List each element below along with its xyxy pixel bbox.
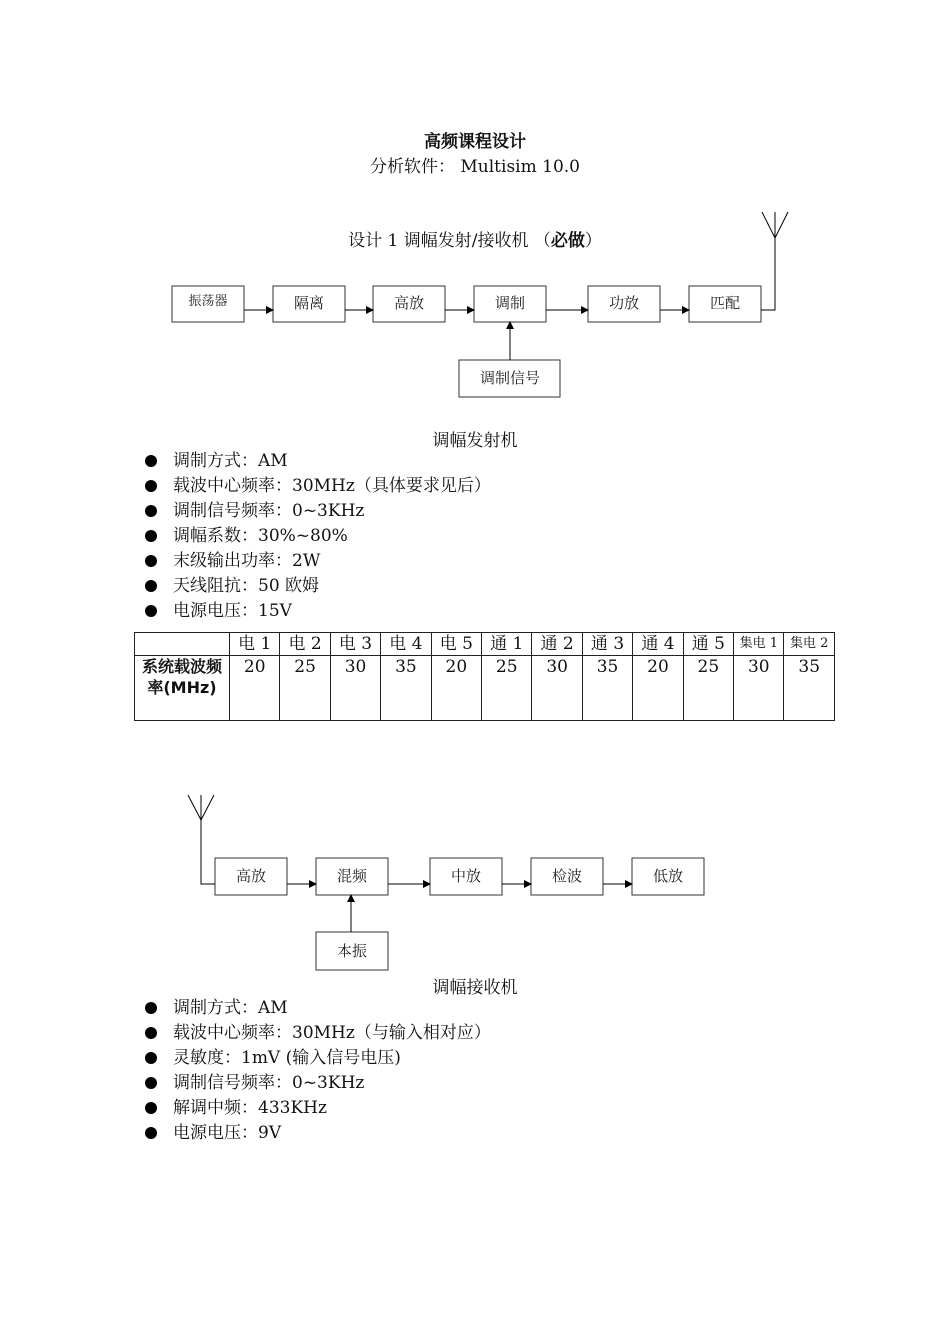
list-item: 天线阻抗：50 欧姆 (145, 574, 491, 599)
table-cell: 20 (230, 656, 280, 721)
receiver-spec-list (145, 996, 491, 1146)
table-header-cell: 通 4 (633, 633, 683, 656)
table-header-cell: 集电 1 (734, 633, 784, 656)
label-buffer: 隔离 (293, 294, 325, 312)
table-header-cell: 集电 2 (784, 633, 835, 656)
bullet-icon (145, 1102, 157, 1114)
table-header-cell: 电 2 (280, 633, 330, 656)
label-matching: 匹配 (709, 294, 741, 312)
list-item: 调制信号频率：0~3KHz (145, 499, 491, 524)
label-mod-signal: 调制信号 (479, 369, 541, 387)
receiver-caption: 调幅接收机 (432, 978, 518, 998)
label-detector: 检波 (551, 867, 583, 885)
list-item: 调制方式：AM (145, 996, 491, 1021)
table-header-cell: 通 1 (482, 633, 532, 656)
bullet-icon (145, 1052, 157, 1064)
table-header-cell: 电 4 (381, 633, 431, 656)
table-cell: 35 (784, 656, 835, 721)
bullet-icon (145, 1127, 157, 1139)
document-subtitle: 分析软件： Multisim 10.0 (369, 157, 580, 177)
label-oscillator: 振荡器 (188, 294, 228, 309)
table-header-row (135, 633, 835, 656)
bullet-icon (145, 530, 157, 542)
table-header-cell: 通 5 (683, 633, 733, 656)
list-item: 调幅系数：30%~80% (145, 524, 491, 549)
bullet-icon (145, 505, 157, 517)
transmitter-diagram (0, 200, 950, 410)
table-cell: 20 (633, 656, 683, 721)
list-item: 电源电压：9V (145, 1121, 491, 1146)
document-title: 高频课程设计 (424, 132, 526, 152)
list-item: 调制信号频率：0~3KHz (145, 1071, 491, 1096)
table-cell: 30 (532, 656, 582, 721)
label-modulator: 调制 (494, 294, 526, 312)
bullet-icon (145, 1027, 157, 1039)
list-item: 电源电压：15V (145, 599, 491, 624)
design-tag: 必做 (550, 231, 585, 251)
table-corner-cell (135, 633, 230, 656)
label-if-amp: 中放 (450, 867, 482, 885)
transmitter-caption: 调幅发射机 (432, 431, 518, 451)
list-item: 载波中心频率：30MHz（与输入相对应） (145, 1021, 491, 1046)
label-audio-amp: 低放 (652, 867, 684, 885)
carrier-frequency-table (134, 632, 835, 721)
table-header-cell: 通 2 (532, 633, 582, 656)
table-cell: 25 (280, 656, 330, 721)
table-cell: 35 (582, 656, 632, 721)
receiver-diagram (0, 790, 950, 975)
bullet-icon (145, 555, 157, 567)
rx-antenna-feed (201, 820, 215, 884)
list-item: 末级输出功率：2W (145, 549, 491, 574)
table-header-cell: 电 5 (431, 633, 481, 656)
list-item: 灵敏度：1mV (输入信号电压) (145, 1046, 491, 1071)
label-mixer: 混频 (336, 867, 368, 885)
bullet-icon (145, 605, 157, 617)
bullet-icon (145, 455, 157, 467)
label-rx-rf-amp: 高放 (235, 867, 267, 885)
design-label: 设计 1 调幅发射/接收机 （ (348, 231, 551, 251)
label-rf-amp: 高放 (393, 294, 425, 312)
antenna-feed (761, 238, 775, 310)
label-power-amp: 功放 (608, 294, 640, 312)
table-row-label: 系统载波频率(MHz) (135, 656, 230, 721)
table-cell: 30 (734, 656, 784, 721)
bullet-icon (145, 480, 157, 492)
table-header-cell: 电 1 (230, 633, 280, 656)
table-row (135, 656, 835, 721)
label-local-osc: 本振 (336, 942, 368, 960)
list-item: 载波中心频率：30MHz（具体要求见后） (145, 474, 491, 499)
table-cell: 25 (482, 656, 532, 721)
table-cell: 35 (381, 656, 431, 721)
design-close: ） (584, 231, 602, 251)
bullet-icon (145, 580, 157, 592)
transmitter-spec-list (145, 449, 491, 624)
table-header-cell: 电 3 (330, 633, 380, 656)
list-item: 调制方式：AM (145, 449, 491, 474)
bullet-icon (145, 1002, 157, 1014)
table-header-cell: 通 3 (582, 633, 632, 656)
bullet-icon (145, 1077, 157, 1089)
table-cell: 30 (330, 656, 380, 721)
table-cell: 25 (683, 656, 733, 721)
table-cell: 20 (431, 656, 481, 721)
list-item: 解调中频：433KHz (145, 1096, 491, 1121)
